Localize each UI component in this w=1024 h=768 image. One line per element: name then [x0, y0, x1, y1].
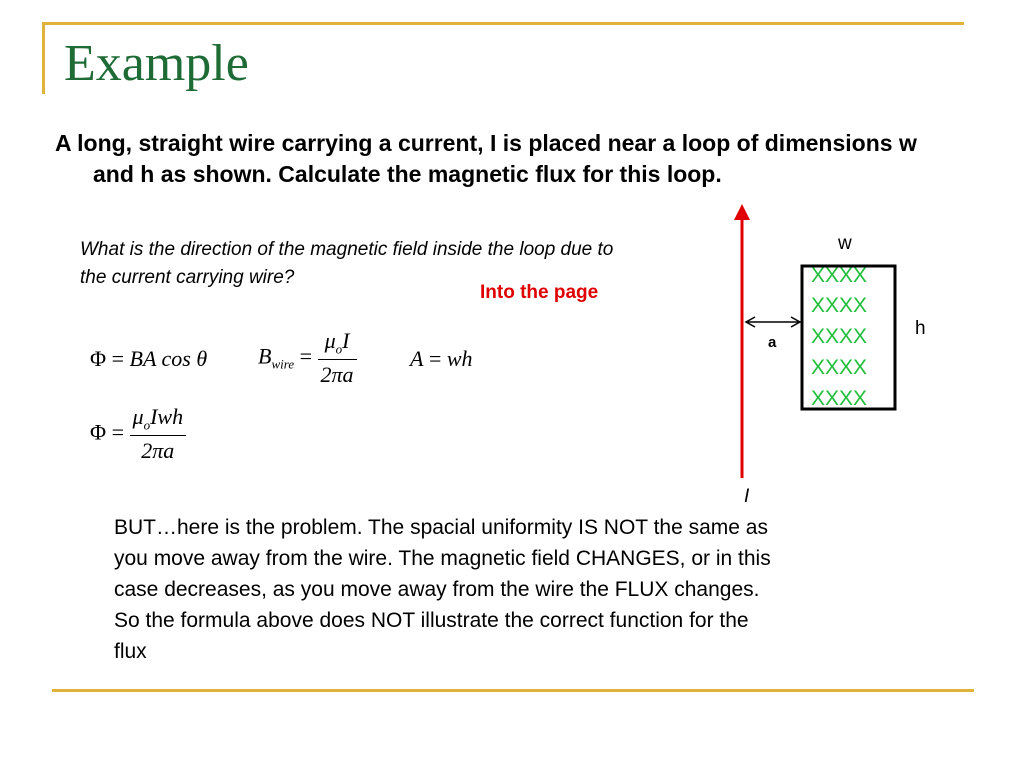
equals-sign: =: [423, 346, 447, 371]
equals-sign: =: [106, 419, 130, 445]
problem-statement: A long, straight wire carrying a current, I is placed near a loop of dimensions w and h as shown. Calculate the magnetic flux for this loop.: [55, 130, 917, 187]
current-label: I: [744, 486, 750, 507]
flux-symbol: Φ: [90, 419, 107, 445]
flux-denominator: 2πa: [141, 438, 175, 464]
flux-symbol: Φ: [90, 346, 107, 371]
equals-sign: =: [294, 343, 318, 369]
flux-rhs: BA cos θ: [129, 346, 208, 371]
width-label: w: [838, 233, 852, 254]
field-x-row: XXXX: [811, 387, 868, 410]
field-x-row: XXXX: [811, 264, 868, 287]
field-x-row: XXXX: [811, 356, 868, 379]
height-label: h: [915, 318, 926, 339]
b-symbol: B: [258, 343, 272, 369]
slide-title: Example: [64, 35, 249, 92]
b-subscript: wire: [271, 356, 295, 372]
current-arrow-icon: [734, 204, 750, 220]
area-symbol: A: [410, 346, 424, 371]
question-text: What is the direction of the magnetic field inside the loop due to the current carrying wire?: [80, 239, 614, 288]
b-numerator: $\mu_oI$: [318, 328, 357, 360]
equals-sign: =: [106, 346, 130, 371]
flux-numerator: $\mu_oIwh$: [130, 404, 187, 436]
area-rhs: wh: [446, 346, 473, 371]
b-denominator: 2πa: [320, 362, 354, 388]
field-x-row: XXXX: [811, 325, 868, 348]
explanation-text: BUT…here is the problem. The spacial uniformity IS NOT the same as you move away from the wire. The magnetic field CHANGES, or in this case decreases, as you move away from the wire the FLUX changes. So the formula above does NOT illustrate the correct function for the flux: [114, 516, 771, 663]
distance-label: a: [768, 334, 777, 351]
field-x-row: XXXX: [811, 294, 868, 317]
answer-text: Into the page: [480, 282, 599, 303]
